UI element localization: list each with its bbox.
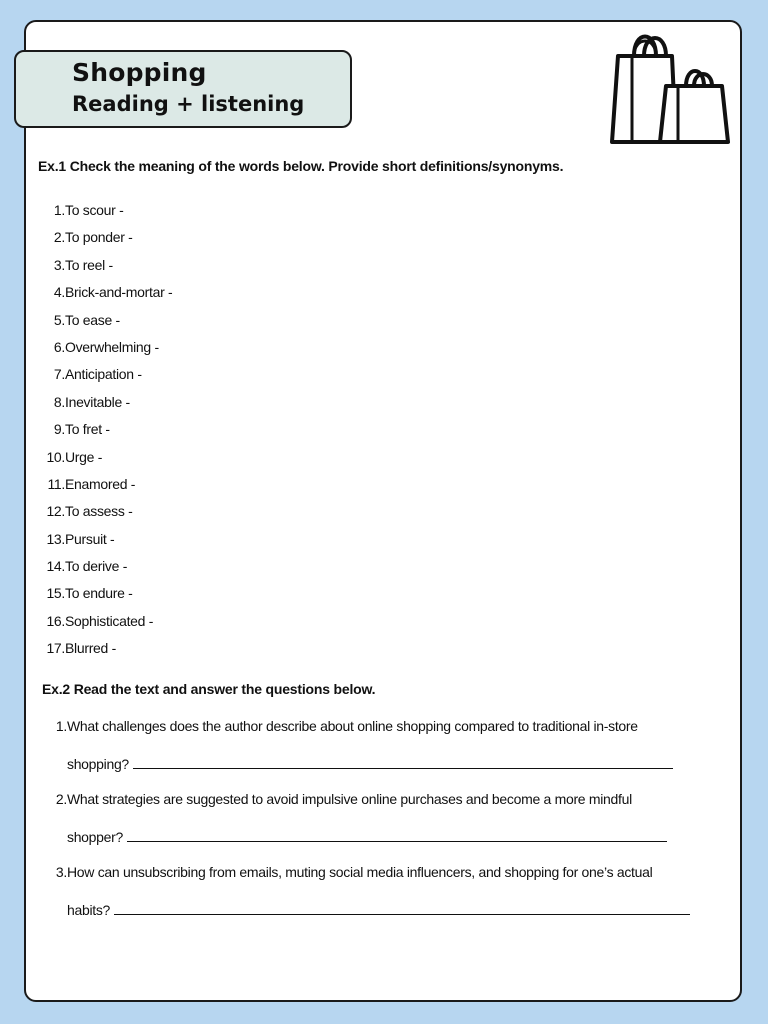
item-text: Anticipation -	[65, 366, 142, 383]
vocabulary-list	[40, 202, 172, 668]
item-number: 9.	[53, 421, 65, 438]
item-number: 4.	[53, 284, 65, 301]
item-text: Inevitable -	[65, 393, 130, 410]
item-number: 8.	[53, 393, 65, 410]
list-item	[40, 257, 172, 284]
item-text: Overwhelming -	[65, 338, 159, 355]
item-text: To ponder -	[65, 229, 133, 246]
list-item	[40, 202, 172, 229]
item-number: 14.	[46, 558, 65, 575]
list-item	[40, 476, 172, 503]
item-text: Sophisticated -	[65, 612, 154, 629]
question-list	[48, 718, 698, 937]
item-number: 3.	[53, 256, 65, 273]
question-item	[48, 864, 698, 937]
list-item	[40, 339, 172, 366]
item-text: To assess -	[65, 503, 133, 520]
item-text: To endure -	[65, 585, 133, 602]
question-text: What challenges does the author describe about online shopping compared to traditional in-store	[67, 718, 638, 734]
item-number: 16.	[46, 612, 65, 629]
question-number: 1.	[55, 718, 67, 734]
question-text: How can unsubscribing from emails, muting social media influencers, and shopping for one’s actual	[67, 864, 653, 880]
exercise-1-heading: Ex.1 Check the meaning of the words below. Provide short definitions/synonyms.	[38, 158, 564, 174]
list-item	[40, 613, 172, 640]
page-title: Shopping	[72, 58, 207, 87]
list-item	[40, 421, 172, 448]
item-text: To scour -	[65, 202, 124, 218]
item-text: Enamored -	[65, 475, 136, 492]
question-number: 3.	[55, 864, 67, 880]
item-number: 15.	[46, 585, 65, 602]
question-text-end: habits?	[67, 902, 111, 918]
answer-line[interactable]	[114, 900, 690, 915]
item-number: 2.	[53, 229, 65, 246]
item-number: 7.	[53, 366, 65, 383]
list-item	[40, 229, 172, 256]
item-text: To fret -	[65, 421, 110, 438]
question-text: What strategies are suggested to avoid impulsive online purchases and become a more mindful	[67, 791, 632, 807]
item-number: 1.	[53, 202, 65, 218]
title-box	[14, 50, 352, 128]
list-item	[40, 585, 172, 612]
question-number: 2.	[55, 791, 67, 807]
item-number: 12.	[46, 503, 65, 520]
exercise-2-heading: Ex.2 Read the text and answer the questions below.	[42, 681, 376, 697]
question-text-end: shopper?	[67, 829, 123, 845]
answer-line[interactable]	[133, 754, 673, 769]
item-text: Pursuit -	[65, 530, 115, 547]
list-item	[40, 284, 172, 311]
item-number: 17.	[46, 640, 65, 657]
item-text: To derive -	[65, 558, 128, 575]
question-text-end: shopping?	[67, 756, 129, 772]
item-number: 5.	[53, 311, 65, 328]
question-item	[48, 718, 698, 791]
page-subtitle: Reading + listening	[72, 92, 305, 116]
list-item	[40, 503, 172, 530]
item-number: 13.	[46, 530, 65, 547]
list-item	[40, 394, 172, 421]
list-item	[40, 640, 172, 667]
list-item	[40, 558, 172, 585]
list-item	[40, 449, 172, 476]
list-item	[40, 366, 172, 393]
item-text: To reel -	[65, 256, 113, 273]
list-item	[40, 312, 172, 339]
item-number: 11.	[47, 475, 65, 492]
item-text: Urge -	[65, 448, 103, 465]
list-item	[40, 531, 172, 558]
item-number: 6.	[53, 338, 65, 355]
item-text: To ease -	[65, 311, 120, 328]
answer-line[interactable]	[127, 827, 667, 842]
item-number: 10.	[46, 448, 65, 465]
item-text: Brick-and-mortar -	[65, 284, 173, 301]
question-item	[48, 791, 698, 864]
shopping-bags-icon	[604, 30, 732, 148]
item-text: Blurred -	[65, 640, 116, 657]
